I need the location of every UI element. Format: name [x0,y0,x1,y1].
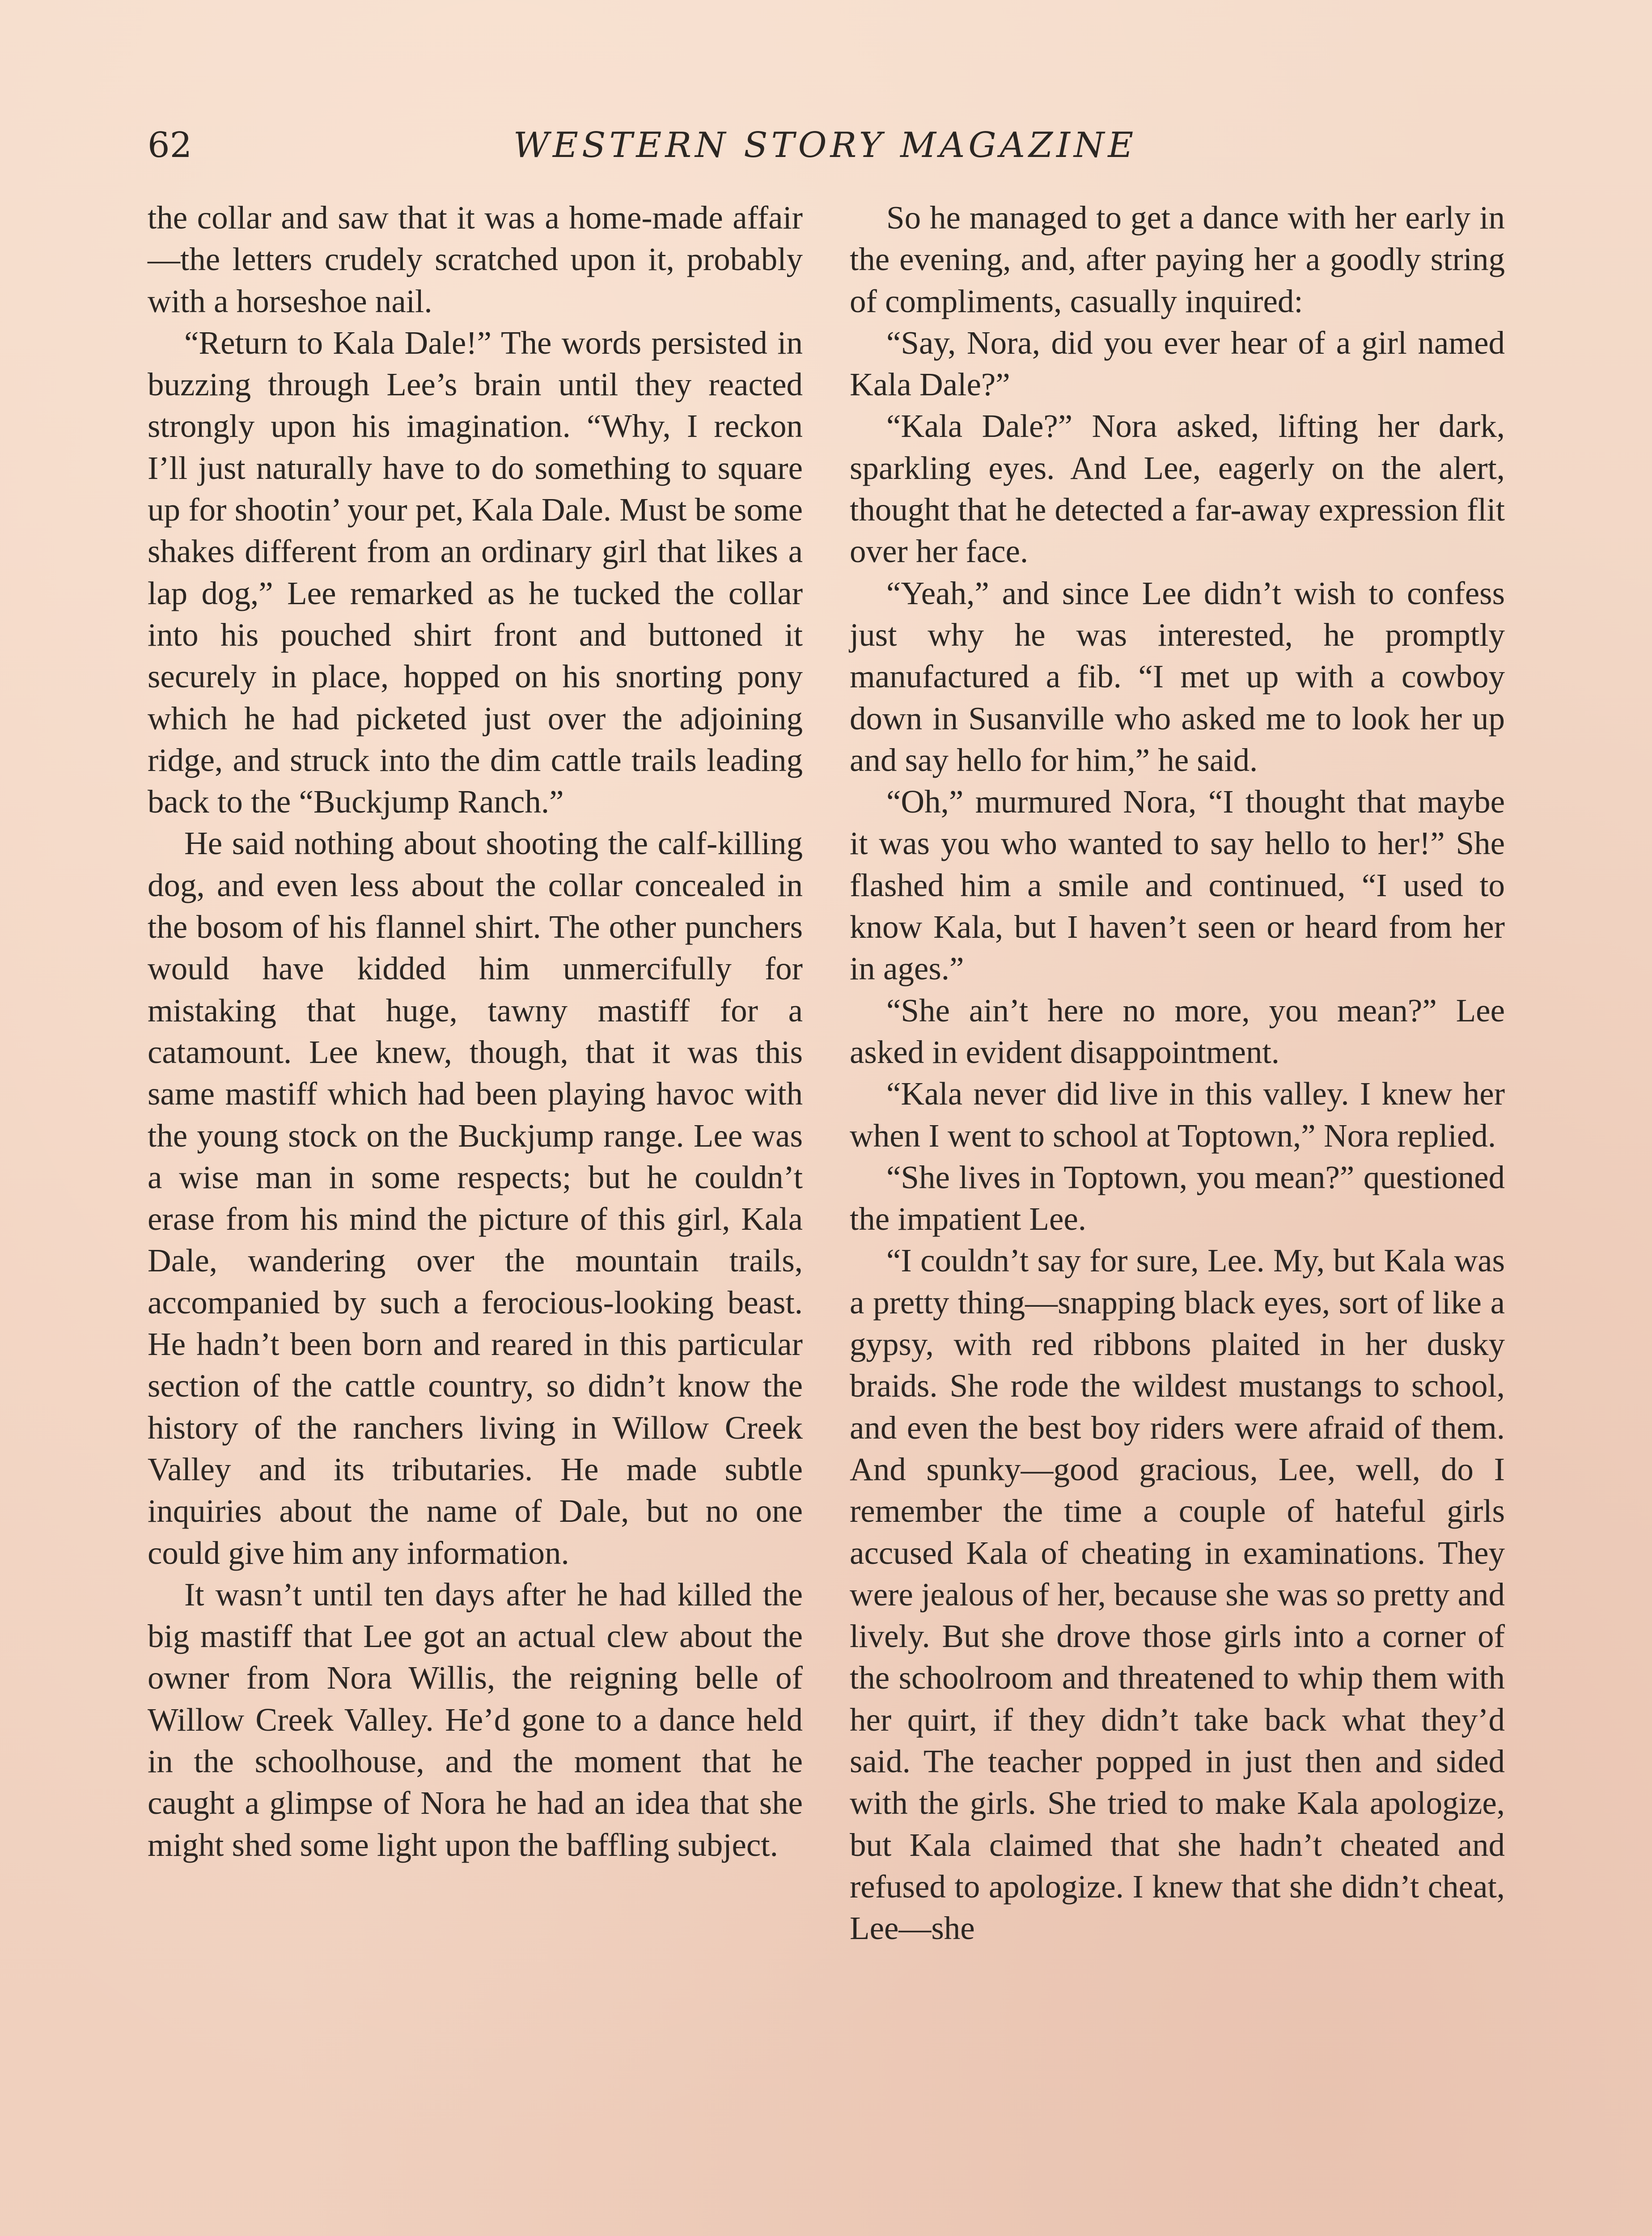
right-column [850,197,1505,1949]
paragraph: “Kala Dale?” Nora asked, lifting her dark, sparkling eyes. And Lee, eagerly on the alert, thought that he detected a far-away expression flit over her face. [850,408,1505,570]
paragraph: It wasn’t until ten days after he had killed the big mastiff that Lee got an actual clew about the owner from Nora Willis, the reigning belle of Willow Creek Valley. He’d gone to a dance held in the schoolhouse, and the moment that he caught a glimpse of Nora he had an idea that she might shed some light upon the baffling subject. [148,1576,803,1863]
paragraph: “Oh,” murmured Nora, “I thought that maybe it was you who wanted to say hello to her!” She flashed him a smile and continued, “I used to know Kala, but I haven’t seen or heard from her in ages.” [850,783,1505,987]
paragraph: “I couldn’t say for sure, Lee. My, but Kala was a pretty thing—snapping black eyes, sort of like a gypsy, with red ribbons plaited in her dusky braids. She rode the wildest mustangs to school, and even the best boy riders were afraid of them. And spunky—good gracious, Lee, well, do I remember the time a couple of hateful girls accused Kala of cheating in examinations. They were jealous of her, because she was so pretty and lively. But she drove those girls into a corner of the schoolroom and threatened to whip them with her quirt, if they didn’t take back what they’d said. The teacher popped in just then and sided with the girls. She tried to make Kala apologize, but Kala claimed that she hadn’t cheated and refused to apologize. I knew that she didn’t cheat, Lee—she [850,1242,1505,1947]
page-header [148,121,1503,170]
left-column [148,197,803,1866]
paragraph: the collar and saw that it was a home-made affair—the letters crudely scratched upon it, probably with a horseshoe nail. [148,199,803,319]
paragraph: “Say, Nora, did you ever hear of a girl named Kala Dale?” [850,324,1505,403]
paragraph: “Kala never did live in this valley. I knew her when I went to school at Toptown,” Nora replied. [850,1076,1505,1154]
page-number: 62 [148,125,192,165]
paragraph: “Return to Kala Dale!” The words persisted in buzzing through Lee’s brain until they reacted strongly upon his imagination. “Why, I reckon I’ll just naturally have to do something to square up for shootin’ your pet, Kala Dale. Must be some shakes different from an ordinary girl that likes a lap dog,” Lee remarked as he tucked the collar into his pouched shirt front and buttoned it securely in place, hopped on his snorting pony which he had picketed just over the adjoining ridge, and struck into the dim cattle trails leading back to the “Buckjump Ranch.” [148,324,803,820]
paragraph: So he managed to get a dance with her early in the evening, and, after paying her a goodly string of compliments, casually inquired: [850,199,1505,319]
paragraph: “She ain’t here no more, you mean?” Lee asked in evident disappointment. [850,992,1505,1070]
paragraph: “She lives in Toptown, you mean?” questioned the impatient Lee. [850,1159,1505,1237]
paragraph: He said nothing about shooting the calf-killing dog, and even less about the collar concealed in the bosom of his flannel shirt. The other punchers would have kidded him unmercifully for mistaking that huge, tawny mastiff for a catamount. Lee knew, though, that it was this same mastiff which had been playing havoc with the young stock on the Buckjump range. Lee was a wise man in some respects; but he couldn’t erase from his mind the picture of this girl, Kala Dale, wandering over the mountain trails, accompanied by such a ferocious-looking beast. He hadn’t been born and reared in this particular section of the cattle country, so didn’t know the history of the ranchers living in Willow Creek Valley and its tributaries. He made subtle inquiries about the name of Dale, but no one could give him any information. [148,825,803,1571]
magazine-title: WESTERN STORY MAGAZINE [513,125,1137,165]
paragraph: “Yeah,” and since Lee didn’t wish to confess just why he was interested, he promptly manufactured a fib. “I met up with a cowboy down in Susanville who asked me to look her up and say hello for him,” he said. [850,575,1505,778]
